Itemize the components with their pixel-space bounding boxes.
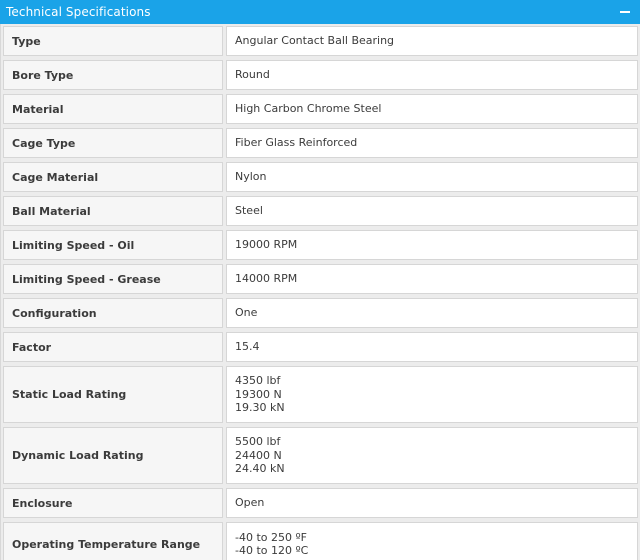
spec-value xyxy=(226,522,638,560)
spec-value xyxy=(226,264,638,294)
spec-row xyxy=(1,520,640,560)
spec-row xyxy=(1,58,640,92)
spec-label: Cage Type xyxy=(3,128,223,158)
spec-value-line: Fiber Glass Reinforced xyxy=(235,136,358,150)
spec-value-line: One xyxy=(235,306,258,320)
spec-value xyxy=(226,60,638,90)
spec-row xyxy=(1,296,640,330)
spec-value xyxy=(226,26,638,56)
spec-value-line: Steel xyxy=(235,204,263,218)
spec-row xyxy=(1,364,640,425)
spec-row xyxy=(1,330,640,364)
spec-label: Enclosure xyxy=(3,488,223,518)
spec-label: Type xyxy=(3,26,223,56)
spec-row xyxy=(1,194,640,228)
spec-value-line: 4350 lbf xyxy=(235,374,281,388)
spec-row xyxy=(1,486,640,520)
spec-label: Bore Type xyxy=(3,60,223,90)
spec-value-line: 5500 lbf xyxy=(235,435,281,449)
minus-icon xyxy=(620,10,630,14)
panel-header[interactable] xyxy=(0,0,640,24)
spec-row xyxy=(1,228,640,262)
spec-label: Operating Temperature Range xyxy=(3,522,223,560)
spec-value-line: High Carbon Chrome Steel xyxy=(235,102,382,116)
spec-value-line: -40 to 120 ºC xyxy=(235,544,309,557)
spec-row xyxy=(1,425,640,486)
spec-row xyxy=(1,126,640,160)
spec-label: Ball Material xyxy=(3,196,223,226)
spec-label: Dynamic Load Rating xyxy=(3,427,223,484)
spec-value-line: 15.4 xyxy=(235,340,260,354)
spec-table xyxy=(0,24,640,560)
spec-label: Factor xyxy=(3,332,223,362)
spec-value xyxy=(226,94,638,124)
spec-value-line: 19300 N xyxy=(235,387,282,401)
spec-value xyxy=(226,488,638,518)
spec-value xyxy=(226,366,638,423)
spec-value xyxy=(226,332,638,362)
spec-value-line: 24.40 kN xyxy=(235,462,285,476)
spec-row xyxy=(1,92,640,126)
spec-value-line: -40 to 250 ºF xyxy=(235,530,308,544)
spec-value-line: Angular Contact Ball Bearing xyxy=(235,34,395,48)
spec-row xyxy=(1,24,640,58)
spec-row xyxy=(1,262,640,296)
spec-value-line: Nylon xyxy=(235,170,267,184)
spec-label: Material xyxy=(3,94,223,124)
spec-value xyxy=(226,196,638,226)
collapse-icon[interactable] xyxy=(618,5,632,19)
spec-value xyxy=(226,162,638,192)
spec-value-line: 24400 N xyxy=(235,448,282,462)
spec-value xyxy=(226,128,638,158)
spec-label: Limiting Speed - Oil xyxy=(3,230,223,260)
spec-label: Cage Material xyxy=(3,162,223,192)
spec-value-line: 14000 RPM xyxy=(235,272,298,286)
spec-label: Configuration xyxy=(3,298,223,328)
spec-row xyxy=(1,160,640,194)
spec-label: Static Load Rating xyxy=(3,366,223,423)
spec-value xyxy=(226,427,638,484)
spec-label: Limiting Speed - Grease xyxy=(3,264,223,294)
panel-title: Technical Specifications xyxy=(6,5,151,19)
spec-value-line: Open xyxy=(235,496,265,510)
spec-value-line: Round xyxy=(235,68,270,82)
spec-value xyxy=(226,230,638,260)
spec-value-line: 19.30 kN xyxy=(235,401,285,415)
spec-value-line: 19000 RPM xyxy=(235,238,298,252)
spec-value xyxy=(226,298,638,328)
